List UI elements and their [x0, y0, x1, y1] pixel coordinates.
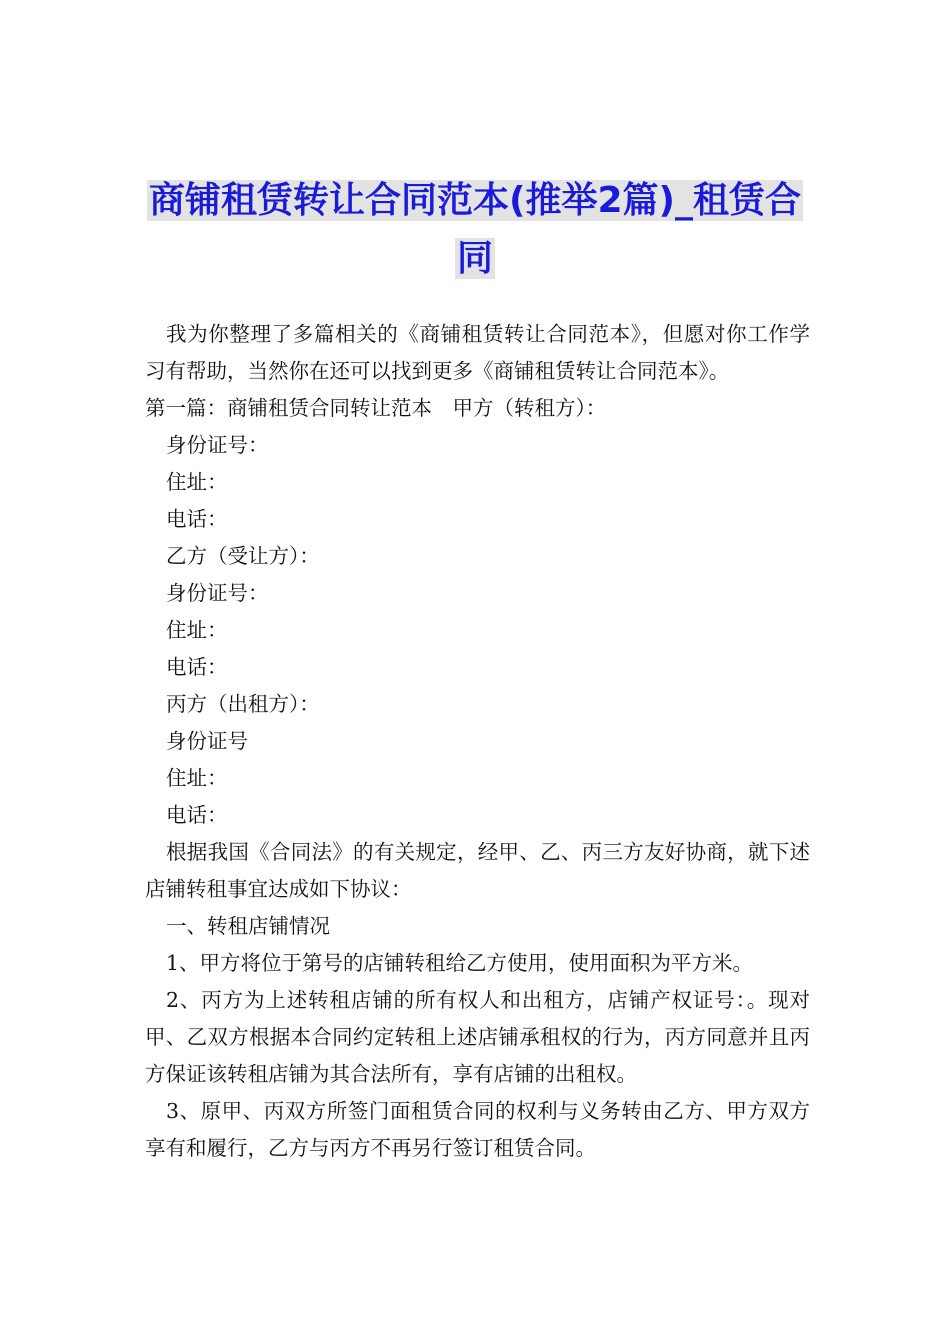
party-c-address-field: 住址：: [166, 766, 228, 790]
clause-heading-1: 一、转租店铺情况: [166, 914, 330, 938]
party-a-phone-field: 电话：: [166, 507, 228, 531]
party-b-address-field: 住址：: [166, 618, 228, 642]
intro-paragraph: 我为你整理了多篇相关的《商铺租赁转让合同范本》，但愿对你工作学习有帮助，当然你在还可以找到更多《商铺租赁转让合同范本》。: [145, 322, 810, 383]
party-c-id-field: 身份证号: [166, 729, 248, 753]
party-b-phone-field: 电话：: [166, 655, 228, 679]
section-heading-first: 第一篇：商铺租赁合同转让范本 甲方（转租方）：: [145, 396, 607, 420]
clause-1-3: 3、原甲、丙双方所签门面租赁合同的权利与义务转由乙方、甲方双方享有和履行，乙方与丙方不再另行签订租赁合同。: [145, 1099, 810, 1160]
party-b-label: 乙方（受让方）：: [166, 544, 320, 568]
party-a-address-field: 住址：: [166, 470, 228, 494]
party-a-id-field: 身份证号：: [166, 433, 269, 457]
party-c-phone-field: 电话：: [166, 803, 228, 827]
party-c-label: 丙方（出租方）：: [166, 692, 320, 716]
document-title: [140, 172, 810, 288]
document-body: [145, 316, 810, 1167]
document-title-text: 商铺租赁转让合同范本(推举2篇)_租赁合同: [149, 180, 801, 279]
clause-1-2: 2、丙方为上述转租店铺的所有权人和出租方，店铺产权证号：。现对甲、乙双方根据本合同约定转租上述店铺承租权的行为，丙方同意并且丙方保证该转租店铺为其合法所有，享有店铺的出租权。: [145, 988, 810, 1086]
agreement-preamble: 根据我国《合同法》的有关规定，经甲、乙、丙三方友好协商，就下述店铺转租事宜达成如下协议：: [145, 840, 810, 901]
clause-1-1: 1、甲方将位于第号的店铺转租给乙方使用，使用面积为平方米。: [166, 951, 754, 975]
party-b-id-field: 身份证号：: [166, 581, 269, 605]
